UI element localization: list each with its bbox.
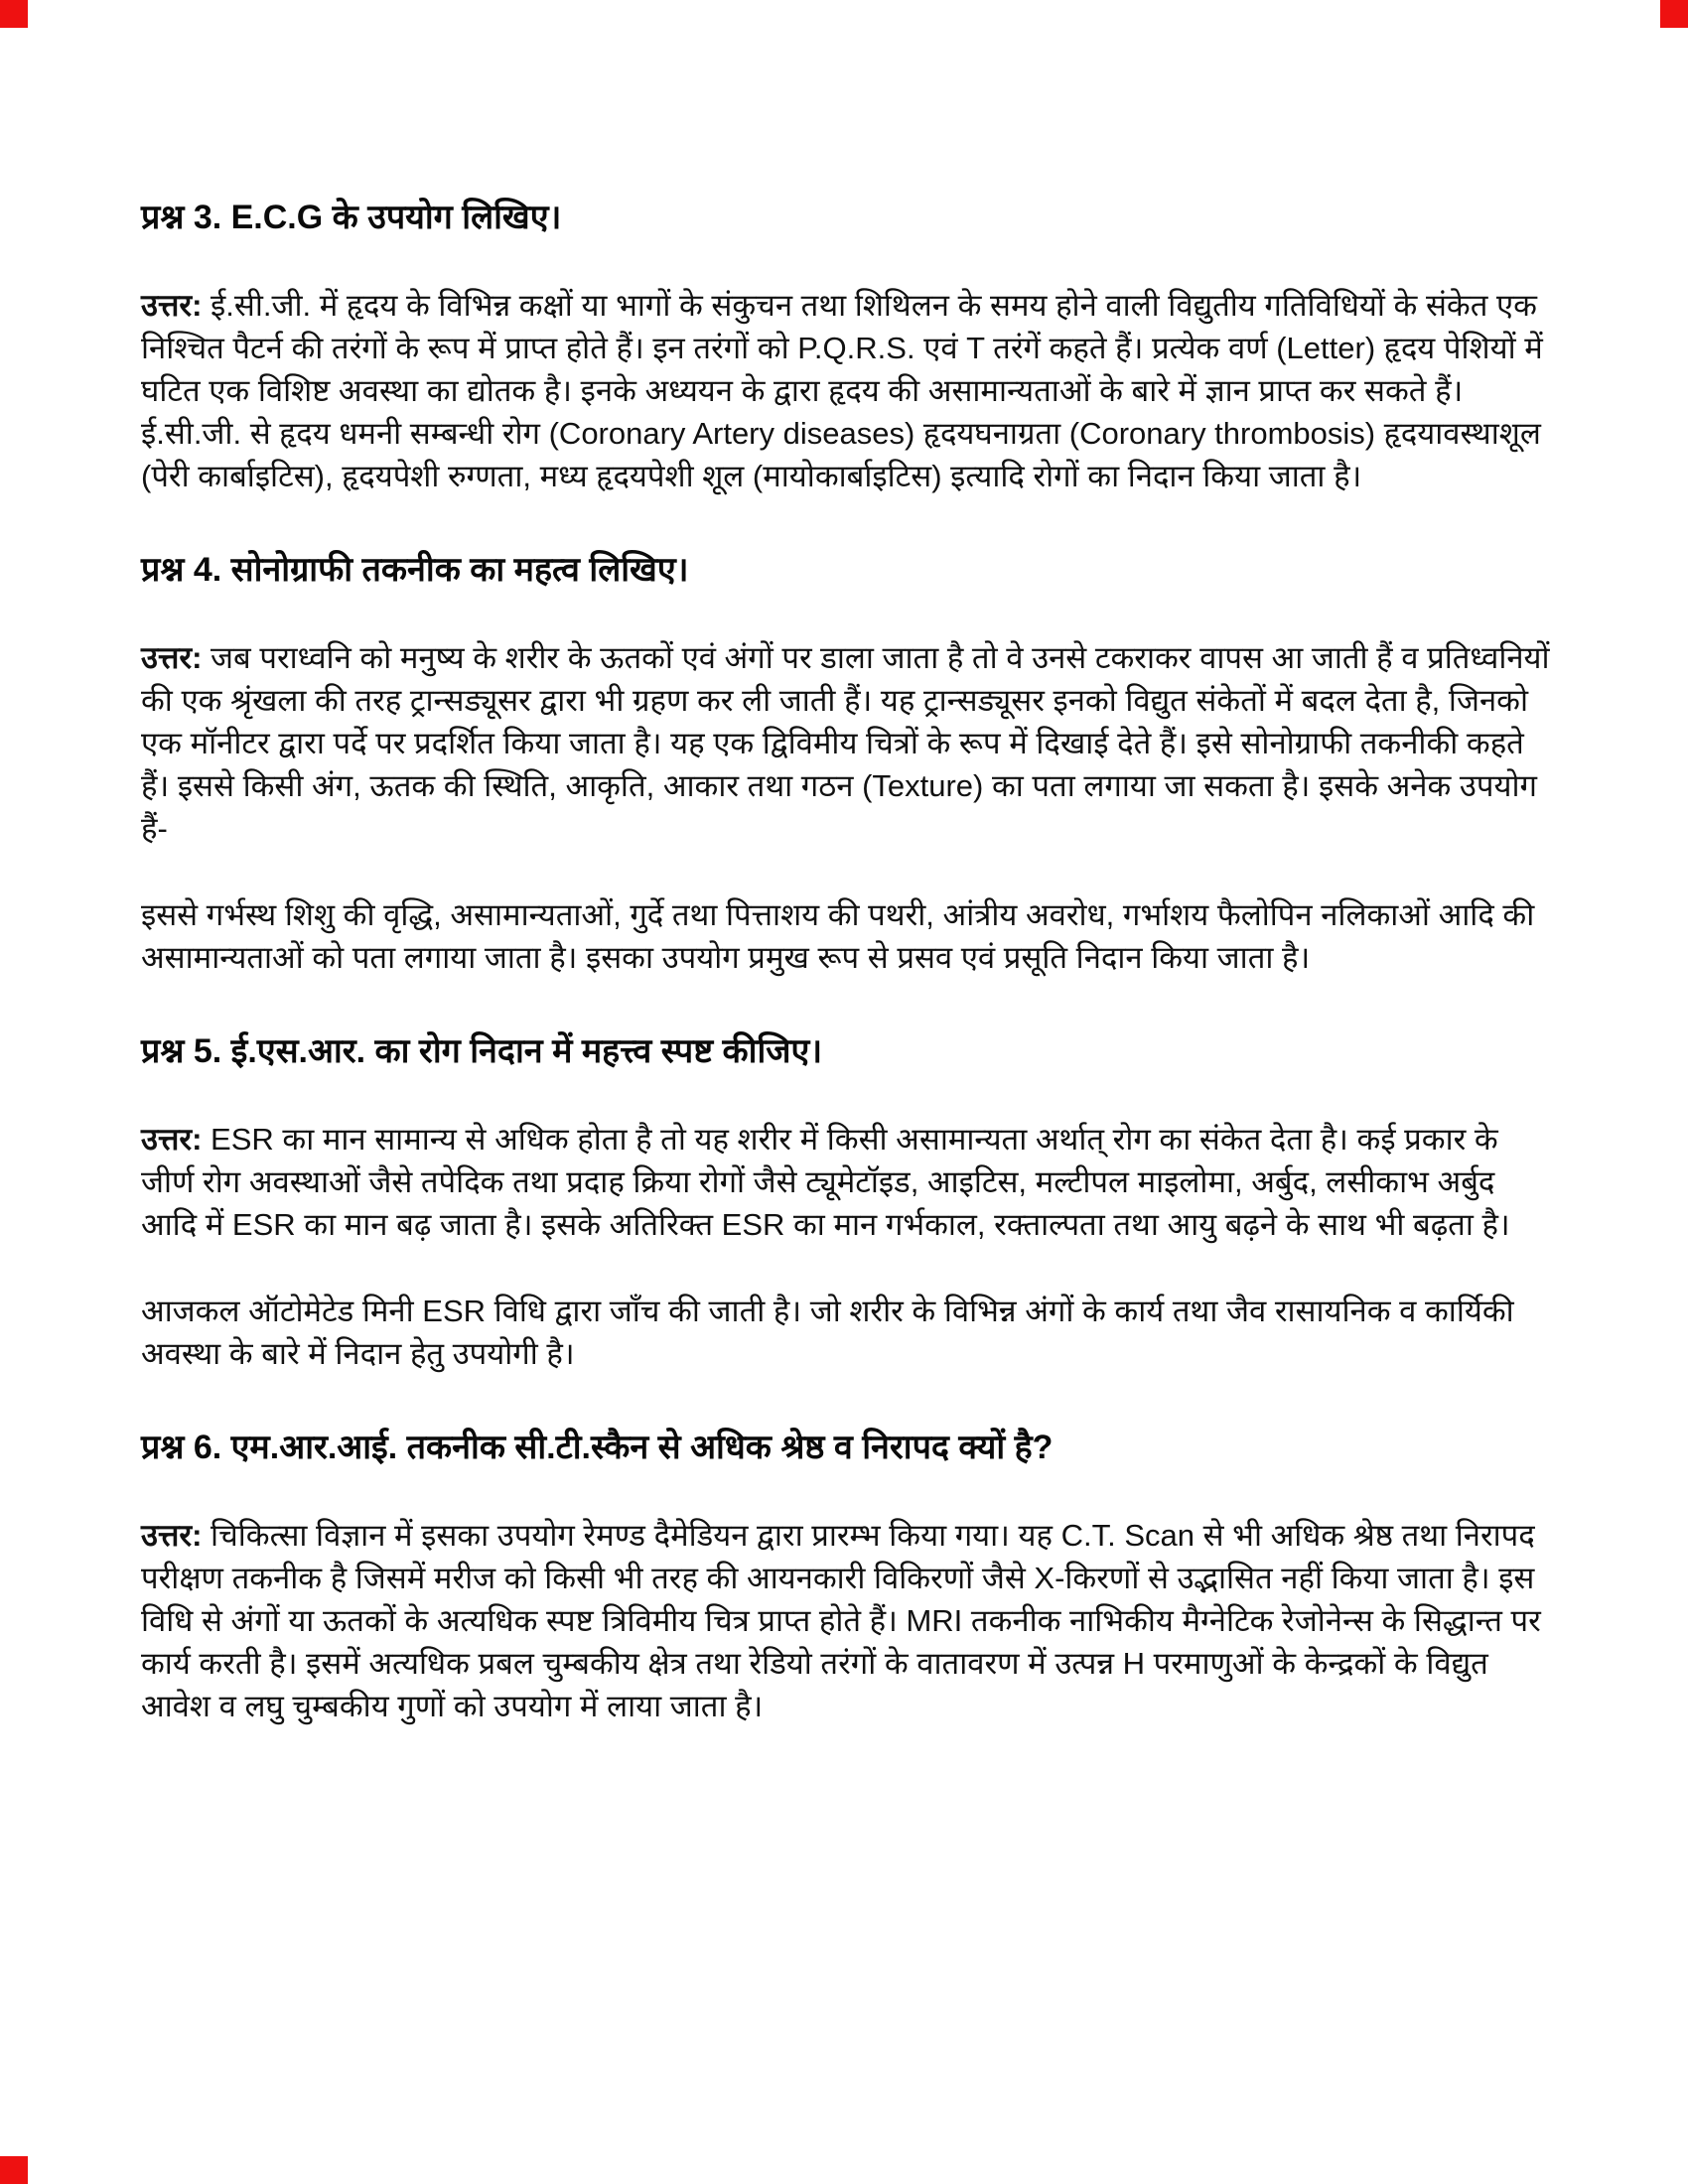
answer-paragraph: [141, 1290, 1555, 1375]
question-heading: प्रश्न 5. ई.एस.आर. का रोग निदान में महत्त्व स्पष्ट कीजिए।: [141, 1032, 823, 1070]
answer-text: ESR का मान सामान्य से अधिक होता है तो यह शरीर में किसी असामान्यता अर्थात् रोग का संकेत देता है। कई प्रकार के जीर्ण रोग अवस्थाओं जैसे तपेदिक तथा प्रदाह क्रिया रोगों जैसे ट्यूमेटॉइड, आइटिस, मल्टीपल माइलोमा, अर्बुद, लसीकाभ अर्बुद आदि में ESR का मान बढ़ जाता है। इसके अतिरिक्त ESR का मान गर्भकाल, रक्ताल्पता तथा आयु बढ़ने के साथ भी बढ़ता है।: [141, 1122, 1510, 1242]
answer-paragraph: [141, 636, 1555, 850]
question-heading: प्रश्न 6. एम.आर.आई. तकनीक सी.टी.स्कैन से अधिक श्रेष्ठ व निरापद क्यों है?: [141, 1429, 1054, 1466]
question-heading: प्रश्न 3. E.C.G के उपयोग लिखिए।: [141, 199, 562, 236]
answer-text: इससे गर्भस्थ शिशु की वृद्धि, असामान्यताओं, गुर्दे तथा पित्ताशय की पथरी, आंत्रीय अवरोध, गर्भाशय फैलोपिन नलिकाओं आदि की असामान्यताओं को पता लगाया जाता है। इसका उपयोग प्रमुख रूप से प्रसव एवं प्रसूति निदान किया जाता है।: [141, 897, 1535, 975]
answer-label: उत्तर:: [141, 288, 203, 323]
scan-corner-mark-bottom-left: [0, 2156, 28, 2184]
answer-paragraph: [141, 893, 1555, 979]
scan-corner-mark-top-left: [0, 0, 28, 28]
qa-block-question-3: [141, 195, 1555, 497]
answer-text: चिकित्सा विज्ञान में इसका उपयोग रेमण्ड दैमेडियन द्वारा प्रारम्भ किया गया। यह C.T. Scan से भी अधिक श्रेष्ठ तथा निरापद परीक्षण तकनीक है जिसमें मरीज को किसी भी तरह की आयनकारी विकिरणों जैसे X-किरणों से उद्भासित नहीं किया जाता है। इस विधि से अंगों या ऊतकों के अत्यधिक स्पष्ट त्रिविमीय चित्र प्राप्त होते हैं। MRI तकनीक नाभिकीय मैग्नेटिक रेजोनेन्स के सिद्धान्त पर कार्य करती है। इसमें अत्यधिक प्रबल चुम्बकीय क्षेत्र तथा रेडियो तरंगों के वातावरण में उत्पन्न H परमाणुओं के केन्द्रकों के विद्युत आवेश व लघु चुम्बकीय गुणों को उपयोग में लाया जाता है।: [141, 1518, 1541, 1723]
answer-label: उत्तर:: [141, 1122, 203, 1157]
answer-label: उत्तर:: [141, 640, 203, 675]
answer-paragraph: [141, 1118, 1555, 1246]
qa-block-question-5: [141, 1028, 1555, 1375]
answer-paragraph: [141, 284, 1555, 497]
qa-block-question-6: [141, 1425, 1555, 1727]
answer-label: उत्तर:: [141, 1518, 203, 1553]
answer-paragraph: [141, 1514, 1555, 1727]
answer-text: जब पराध्वनि को मनुष्य के शरीर के ऊतकों एवं अंगों पर डाला जाता है तो वे उनसे टकराकर वापस आ जाती हैं व प्रतिध्वनियों की एक श्रृंखला की तरह ट्रान्सड्यूसर द्वारा भी ग्रहण कर ली जाती हैं। यह ट्रान्सड्यूसर इनको विद्युत संकेतों में बदल देता है, जिनको एक मॉनीटर द्वारा पर्दे पर प्रदर्शित किया जाता है। यह एक द्विविमीय चित्रों के रूप में दिखाई देते हैं। इसे सोनोग्राफी तकनीकी कहते हैं। इससे किसी अंग, ऊतक की स्थिति, आकृति, आकार तथा गठन (Texture) का पता लगाया जा सकता है। इसके अनेक उपयोग हैं-: [141, 640, 1550, 846]
answer-text: आजकल ऑटोमेटेड मिनी ESR विधि द्वारा जाँच की जाती है। जो शरीर के विभिन्न अंगों के कार्य तथा जैव रासायनिक व कार्यिकी अवस्था के बारे में निदान हेतु उपयोगी है।: [141, 1294, 1514, 1371]
scan-corner-mark-top-right: [1660, 0, 1688, 28]
document-content: [141, 195, 1555, 1771]
qa-block-question-4: [141, 547, 1555, 979]
question-heading: प्रश्न 4. सोनोग्राफी तकनीक का महत्व लिखिए।: [141, 551, 689, 589]
answer-text: ई.सी.जी. में हृदय के विभिन्न कक्षों या भागों के संकुचन तथा शिथिलन के समय होने वाली विद्युतीय गतिविधियों के संकेत एक निश्चित पैटर्न की तरंगों के रूप में प्राप्त होते हैं। इन तरंगों को P.Q.R.S. एवं T तरंगें कहते हैं। प्रत्येक वर्ण (Letter) हृदय पेशियों में घटित एक विशिष्ट अवस्था का द्योतक है। इनके अध्ययन के द्वारा हृदय की असामान्यताओं के बारे में ज्ञान प्राप्त कर सकते हैं। ई.सी.जी. से हृदय धमनी सम्बन्धी रोग (Coronary Artery diseases) हृदयघनाग्रता (Coronary thrombosis) हृदयावस्थाशूल (पेरी कार्बाइटिस), हृदयपेशी रुग्णता, मध्य हृदयपेशी शूल (मायोकार्बाइटिस) इत्यादि रोगों का निदान किया जाता है।: [141, 288, 1543, 493]
